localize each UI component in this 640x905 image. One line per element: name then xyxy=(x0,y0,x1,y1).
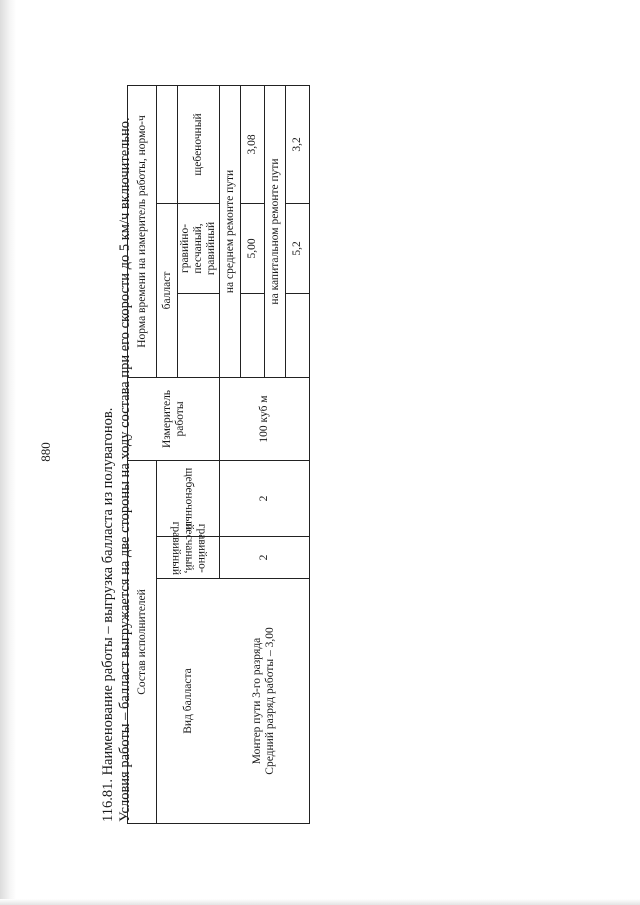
norm-table-container xyxy=(127,85,310,824)
norm-gravel-sand-header: гравийно-песчаный, гравийный xyxy=(178,203,220,293)
crew-header: Состав исполнителей xyxy=(128,460,157,823)
work-conditions: Условия работы – балласт выгружается на две стороны на ходу состава при его скорости до 5 км/ч включительно. xyxy=(117,117,133,822)
empty-cell xyxy=(241,293,265,377)
ballast-type-header: Вид балласта xyxy=(157,579,220,824)
ballast-header-spacer xyxy=(157,85,178,203)
crushed-stone-header-text: щебеночный xyxy=(182,467,195,530)
crushed-stone-header xyxy=(157,460,220,536)
section-title-medium: на среднем ремонте пути xyxy=(220,85,241,377)
section-title-capital: на капитальном ремонте пути xyxy=(265,85,286,377)
unit-header: Измеритель работы xyxy=(128,377,220,460)
norm-table xyxy=(127,85,310,824)
section-row-medium-repair xyxy=(220,85,241,823)
gravel-sand-header-text: гравийно-песчаный, гравийный xyxy=(169,521,208,576)
scan-bottom-edge xyxy=(0,899,640,905)
norm-header: Норма времени на измеритель работы, нормо-ч xyxy=(128,85,157,377)
unit-value: 100 куб м xyxy=(220,377,310,460)
ballast-header: балласт xyxy=(157,203,178,377)
empty-cell xyxy=(286,293,310,377)
norm-capital-crushed-stone: 3,2 xyxy=(286,85,310,203)
gravel-sand-header xyxy=(157,521,220,579)
norm-medium-crushed-stone: 3,08 xyxy=(241,85,265,203)
norm-capital-gravel-sand: 5,2 xyxy=(286,203,310,293)
crew-line-2: Средний разряд работы – 3,00 xyxy=(264,627,277,775)
crew-gravel-sand-count: 2 xyxy=(220,537,310,579)
scan-shadow xyxy=(0,0,16,905)
crew-cell xyxy=(220,579,310,824)
crew-line-1: Монтер пути 3-го разряда xyxy=(251,637,264,765)
norm-medium-gravel-sand: 5,00 xyxy=(241,203,265,293)
blank-cell xyxy=(178,293,220,377)
work-title: 116.81. Наименование работы – выгрузка балласта из полувагонов. xyxy=(100,407,116,822)
norm-crushed-stone-header: щебеночный xyxy=(178,85,220,203)
header-row-1 xyxy=(128,85,157,823)
crew-crushed-stone-count: 2 xyxy=(220,460,310,536)
page-number: 880 xyxy=(38,442,53,462)
